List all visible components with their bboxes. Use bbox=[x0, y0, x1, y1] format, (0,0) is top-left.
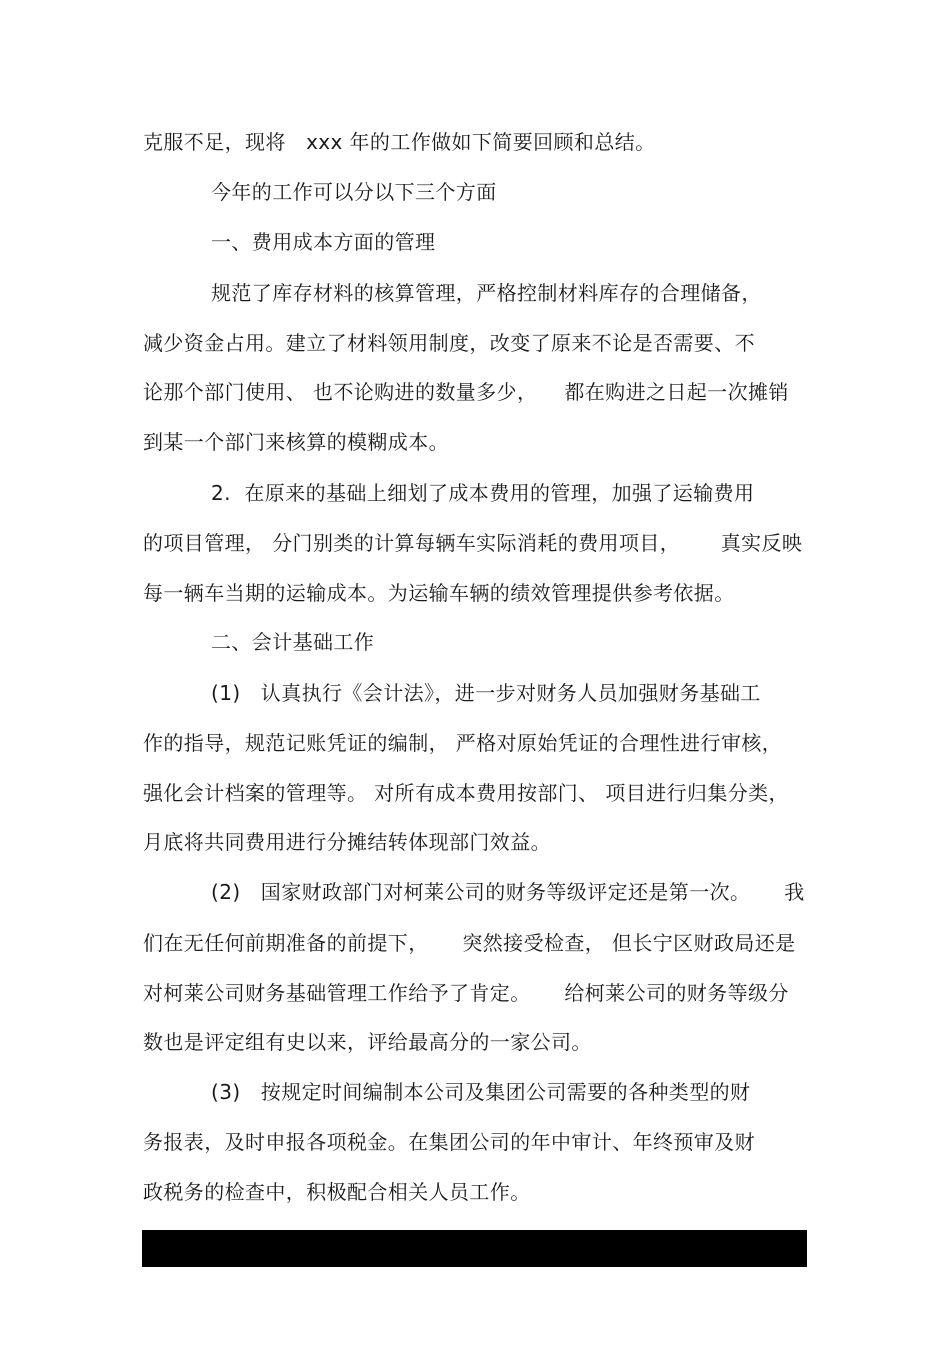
text-line: 到某一个部门来核算的模糊成本。 bbox=[143, 430, 449, 454]
text-line: 论那个部门使用、 也不论购进的数量多少， 都在购进之日起一次摊销 bbox=[143, 380, 789, 404]
footer-black-bar bbox=[142, 1230, 807, 1267]
text-line: (3) 按规定时间编制本公司及集团公司需要的各种类型的财 bbox=[211, 1080, 751, 1104]
text-line: 对柯莱公司财务基础管理工作给予了肯定。 给柯莱公司的财务等级分 bbox=[143, 981, 789, 1005]
text-line: 减少资金占用。建立了材料领用制度，改变了原来不论是否需要、不 bbox=[143, 331, 755, 355]
text-line: 的项目管理， 分门别类的计算每辆车实际消耗的费用项目， 真实反映 bbox=[143, 531, 803, 555]
text-line: (2) 国家财政部门对柯莱公司的财务等级评定还是第一次。 我 bbox=[211, 880, 805, 904]
section-heading: 一、费用成本方面的管理 bbox=[211, 230, 436, 254]
text-line: 每一辆车当期的运输成本。为运输车辆的绩效管理提供参考依据。 bbox=[143, 581, 735, 605]
text-line: 们在无任何前期准备的前提下， 突然接受检查， 但长宁区财政局还是 bbox=[143, 931, 796, 955]
text-line: 数也是评定组有史以来，评给最高分的一家公司。 bbox=[143, 1030, 592, 1054]
text-line: 强化会计档案的管理等。 对所有成本费用按部门、 项目进行归集分类， bbox=[143, 781, 789, 805]
text-line: 作的指导，规范记账凭证的编制， 严格对原始凭证的合理性进行审核， bbox=[143, 731, 783, 755]
text-line: 规范了库存材料的核算管理，严格控制材料库存的合理储备， bbox=[211, 281, 762, 305]
text-line: 月底将共同费用进行分摊结转体现部门效益。 bbox=[143, 830, 551, 854]
text-line: 2. 在原来的基础上细划了成本费用的管理，加强了运输费用 bbox=[211, 481, 755, 505]
text-line: 今年的工作可以分以下三个方面 bbox=[211, 180, 497, 204]
text-line: 政税务的检查中，积极配合相关人员工作。 bbox=[143, 1180, 531, 1204]
section-heading: 二、会计基础工作 bbox=[211, 630, 375, 654]
text-line: (1) 认真执行《会计法》，进一步对财务人员加强财务基础工 bbox=[211, 681, 761, 705]
text-line: 克服不足，现将 xxx 年的工作做如下简要回顾和总结。 bbox=[143, 130, 656, 154]
text-line: 务报表，及时申报各项税金。在集团公司的年中审计、年终预审及财 bbox=[143, 1130, 755, 1154]
